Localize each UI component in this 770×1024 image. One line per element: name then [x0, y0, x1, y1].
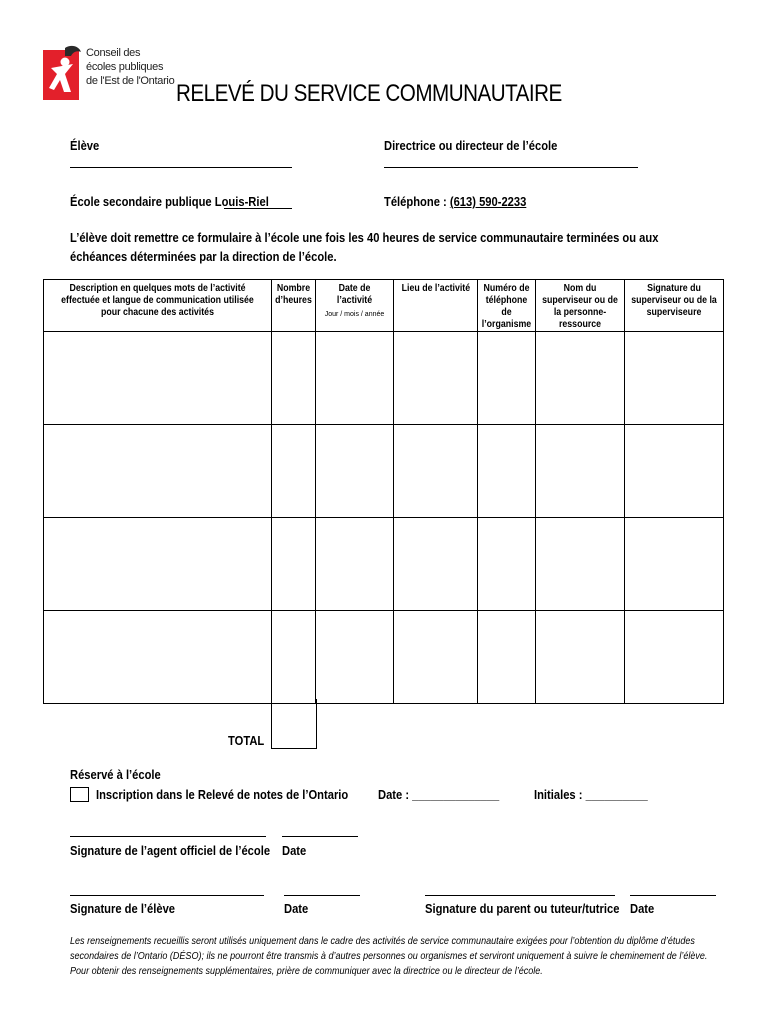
- table-cell[interactable]: [625, 332, 724, 425]
- phone-label: [384, 194, 526, 209]
- phone-value: (613) 590-2233: [449, 194, 527, 209]
- table-cell[interactable]: [316, 518, 394, 611]
- table-cell[interactable]: [272, 611, 316, 704]
- table-cell[interactable]: [625, 518, 724, 611]
- table-cell[interactable]: [44, 611, 272, 704]
- table-cell[interactable]: [536, 332, 625, 425]
- table-cell[interactable]: [478, 518, 536, 611]
- phone-label-text: Téléphone :: [384, 194, 447, 209]
- logo-line: de l'Est de l'Ontario: [86, 75, 175, 87]
- director-label: Directrice ou directeur de l’école: [384, 138, 558, 153]
- reserved-heading: Réservé à l’école: [70, 767, 161, 782]
- table-cell[interactable]: [536, 425, 625, 518]
- total-hours-field[interactable]: [271, 699, 317, 749]
- table-cell[interactable]: [625, 611, 724, 704]
- transcript-checkbox-label: Inscription dans le Relevé de notes de l’Ontario: [96, 787, 349, 802]
- director-name-line[interactable]: [384, 167, 638, 168]
- table-cell[interactable]: [316, 332, 394, 425]
- activity-table: [43, 279, 724, 704]
- student-date-line[interactable]: [284, 895, 360, 896]
- table-row: [44, 611, 724, 704]
- logo-text: [86, 46, 174, 88]
- table-cell[interactable]: [272, 518, 316, 611]
- logo-line: écoles publiques: [86, 61, 164, 73]
- table-cell[interactable]: [478, 611, 536, 704]
- table-cell[interactable]: [44, 332, 272, 425]
- column-header-phone: Numéro de téléphone de l’organisme: [478, 280, 536, 332]
- table-cell[interactable]: [316, 611, 394, 704]
- parent-signature-line[interactable]: [425, 895, 615, 896]
- school-name-underline: [224, 208, 292, 209]
- table-cell[interactable]: [44, 518, 272, 611]
- reserved-date-field: Date : ______________: [378, 787, 500, 802]
- total-label: TOTAL: [228, 733, 265, 748]
- table-cell[interactable]: [44, 425, 272, 518]
- parent-date-label: Date: [630, 901, 655, 916]
- date-format-hint: Jour / mois / année: [324, 311, 385, 318]
- agent-date-line[interactable]: [282, 836, 358, 837]
- transcript-checkbox[interactable]: [70, 787, 89, 802]
- table-cell[interactable]: [536, 518, 625, 611]
- table-cell[interactable]: [394, 332, 478, 425]
- table-row: [44, 332, 724, 425]
- table-cell[interactable]: [478, 332, 536, 425]
- table-row: [44, 518, 724, 611]
- student-signature-label: Signature de l’élève: [70, 901, 176, 916]
- table-cell[interactable]: [316, 425, 394, 518]
- table-cell[interactable]: [394, 518, 478, 611]
- table-header-row: [44, 280, 724, 332]
- table-cell[interactable]: [394, 611, 478, 704]
- column-header-hours: Nombre d’heures: [272, 280, 316, 332]
- student-signature-line[interactable]: [70, 895, 264, 896]
- agent-signature-label: Signature de l’agent officiel de l’école: [70, 843, 271, 858]
- table-cell[interactable]: [625, 425, 724, 518]
- column-header-description: Description en quelques mots de l’activité effectuée et langue de communication utilisée pour chacune des activités: [44, 280, 272, 332]
- student-date-label: Date: [284, 901, 309, 916]
- student-name-line[interactable]: [70, 167, 292, 168]
- page-title: RELEVÉ DU SERVICE COMMUNAUTAIRE: [176, 80, 562, 107]
- parent-date-line[interactable]: [630, 895, 716, 896]
- table-cell[interactable]: [272, 425, 316, 518]
- logo-line: Conseil des: [86, 47, 141, 59]
- table-row: [44, 425, 724, 518]
- table-cell[interactable]: [478, 425, 536, 518]
- initials-field: Initiales : __________: [534, 787, 648, 802]
- column-header-signature: Signature du superviseur ou de la superviseure: [625, 280, 724, 332]
- column-header-supervisor: Nom du superviseur ou de la personne-ressource: [536, 280, 625, 332]
- student-label: Élève: [70, 138, 100, 153]
- column-header-location: Lieu de l’activité: [394, 280, 478, 332]
- privacy-notice: Les renseignements recueillis seront utilisés uniquement dans le cadre des activités de service communautaire exigées pour l’obtention du diplôme d’études secondaires de l’Ontario (DÉSO); ils ne pourront être transmis à d’autres personnes ou organismes et serviront uniquement à suivre le cheminement de l’élève. Pour obtenir des renseignements supplémentaires, prière de communiquer avec la directrice ou le directeur de l’école.: [70, 935, 708, 977]
- parent-signature-label: Signature du parent ou tuteur/tutrice: [425, 901, 620, 916]
- column-header-date: Date de l’activité Jour / mois / année: [316, 280, 394, 332]
- school-name: École secondaire publique Louis-Riel: [70, 194, 269, 209]
- table-cell[interactable]: [536, 611, 625, 704]
- table-cell[interactable]: [272, 332, 316, 425]
- instructions-text: L’élève doit remettre ce formulaire à l’école une fois les 40 heures de service communautaire terminées ou aux échéances déterminées par la direction de l’école.: [70, 230, 659, 264]
- cepeo-logo-icon: [43, 44, 83, 100]
- agent-date-label: Date: [282, 843, 307, 858]
- agent-signature-line[interactable]: [70, 836, 266, 837]
- table-cell[interactable]: [394, 425, 478, 518]
